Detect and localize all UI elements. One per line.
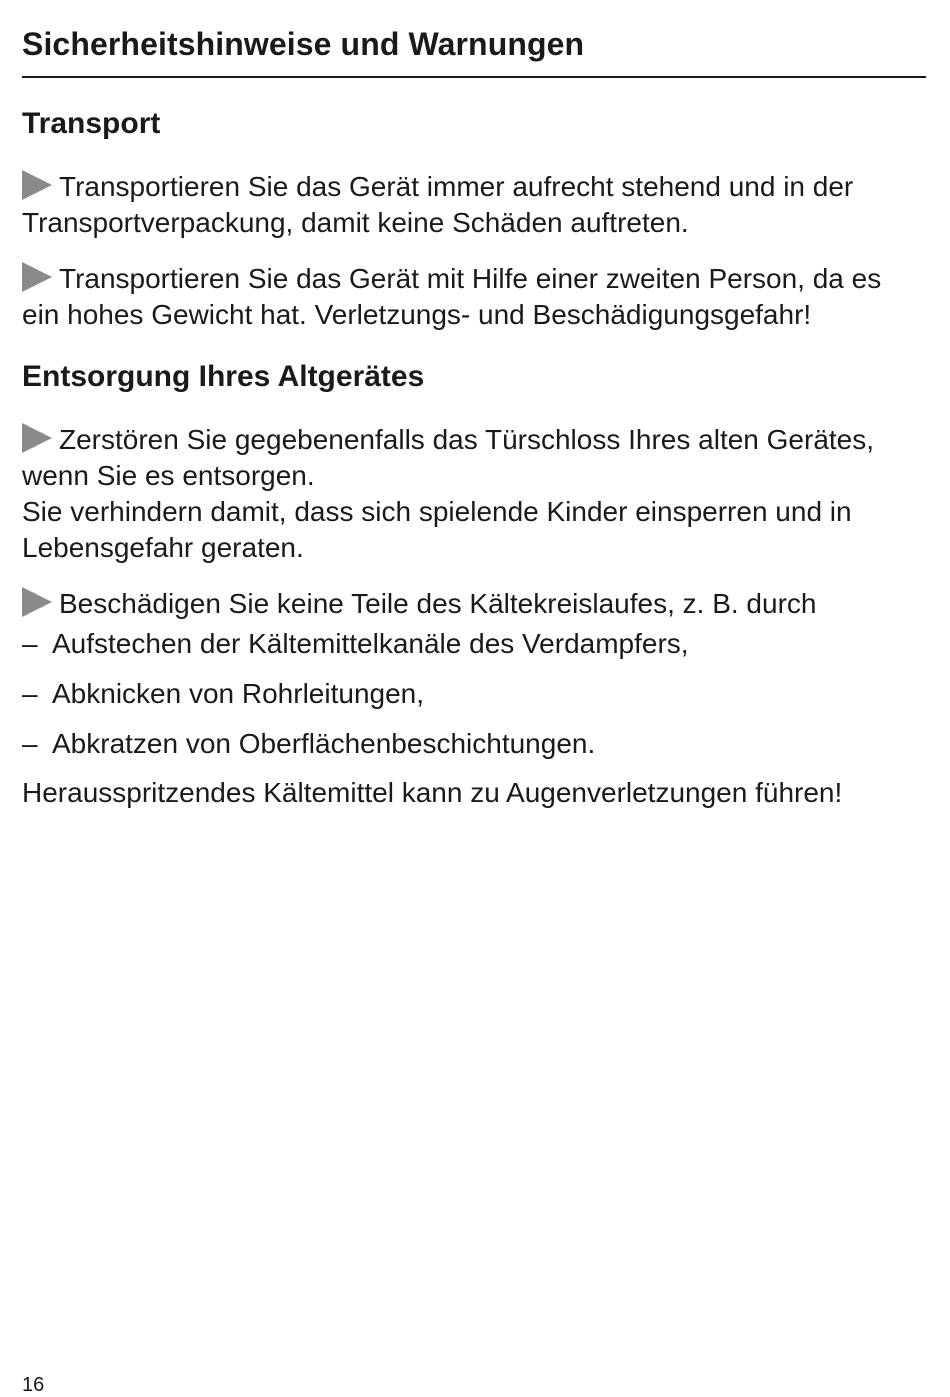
list-item-text: Aufstechen der Kältemittelkanäle des Verdampfers, <box>52 628 689 659</box>
dash-bullet-icon: – <box>22 628 38 659</box>
warning-triangle-icon <box>22 587 52 617</box>
warning-line: Sie verhindern damit, dass sich spielende Kinder einsperren und in <box>22 496 852 527</box>
warning-line: Transportverpackung, damit keine Schäden auftreten. <box>22 207 689 238</box>
warning-text: Zerstören Sie gegebenenfalls das Türschloss Ihres alten Gerätes, <box>59 424 875 455</box>
list-item <box>22 676 424 712</box>
warning-line <box>22 586 928 622</box>
list-item <box>22 726 595 762</box>
warning-line <box>22 422 928 458</box>
page-title: Sicherheitshinweise und Warnungen <box>22 26 585 62</box>
list-item-text: Abkratzen von Oberflächenbeschichtungen. <box>52 728 596 759</box>
warning-paragraph <box>22 169 928 241</box>
warning-paragraph <box>22 586 928 622</box>
warning-text: Transportieren Sie das Gerät immer aufrecht stehend und in der <box>59 171 854 202</box>
list-item <box>22 626 689 662</box>
warning-triangle-icon <box>22 170 52 200</box>
warning-line <box>22 169 928 205</box>
warning-triangle-icon <box>22 423 52 453</box>
warning-line: Lebensgefahr geraten. <box>22 532 304 563</box>
warning-line <box>22 261 928 297</box>
warning-line: wenn Sie es entsorgen. <box>22 460 315 491</box>
warning-line: ein hohes Gewicht hat. Verletzungs- und Beschädigungsgefahr! <box>22 299 812 330</box>
warning-note <box>22 775 928 811</box>
dash-bullet-icon: – <box>22 678 38 709</box>
warning-triangle-icon <box>22 262 52 292</box>
note-text: Herausspritzendes Kältemittel kann zu Augenverletzungen führen! <box>22 777 843 808</box>
list-item-text: Abknicken von Rohrleitungen, <box>52 678 425 709</box>
warning-text: Transportieren Sie das Gerät mit Hilfe einer zweiten Person, da es <box>59 263 882 294</box>
warning-paragraph <box>22 261 928 333</box>
title-divider <box>22 76 926 78</box>
dash-bullet-icon: – <box>22 728 38 759</box>
warning-paragraph <box>22 422 928 566</box>
warning-text: Beschädigen Sie keine Teile des Kältekreislaufes, z. B. durch <box>59 588 817 619</box>
page-number: 16 <box>22 1374 45 1396</box>
section-heading-transport: Transport <box>22 107 161 140</box>
section-heading-disposal: Entsorgung Ihres Altgerätes <box>22 360 425 393</box>
